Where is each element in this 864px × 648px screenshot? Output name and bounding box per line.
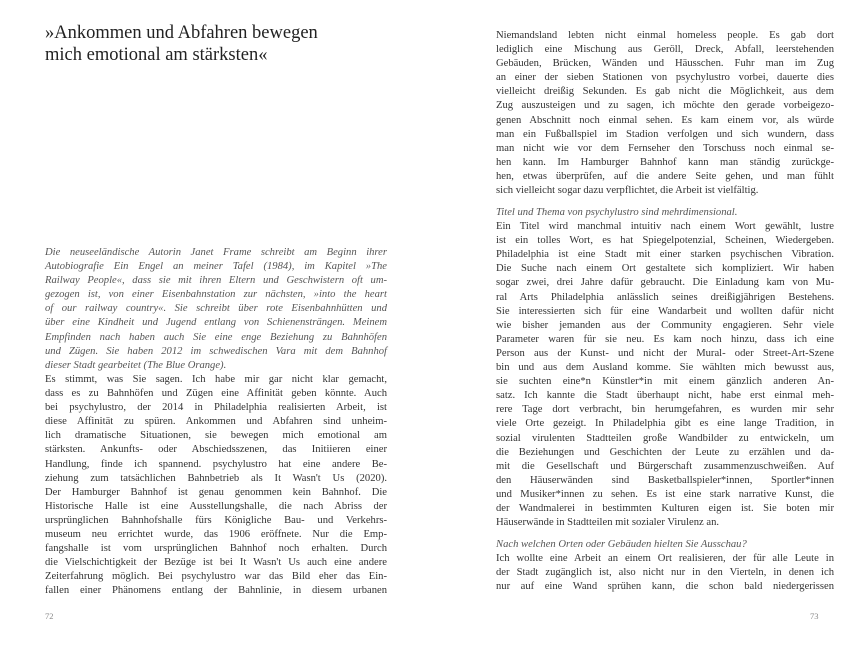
body-line: Handlung, finde ich spannend. psychylustro hat eine andere Be-	[45, 458, 387, 470]
body-line: der Wandmalerei in bestimmten Kulturen eigen ist. Sie boten mir	[496, 502, 834, 514]
answer-body-right-1	[496, 29, 834, 198]
body-line: fangshalle ist vom ursprünglichen Bahnhof noch erhalten. Durch	[45, 543, 387, 555]
body-line: bei psychylustro, der 2014 in Philadelphia realisierten Arbeit, ist	[45, 402, 387, 414]
body-line: die Beziehungen und Geschichten der Leute zu erzählen und da-	[496, 446, 834, 458]
body-line: sich vielleicht sogar dazu verpflichtet, die Arbeit ist vielfältig.	[496, 185, 759, 197]
body-line: sie suchten eine*n Künstler*in mit einem gänzlich anderen An-	[496, 376, 834, 388]
body-line: Die Suche nach einem Ort gestaltete sich kompliziert. Wir haben	[496, 263, 834, 275]
body-line: rere Tage dort verbracht, bin herumgefahren, es wurden mir sehr	[496, 404, 834, 416]
body-line: bin und aus dem Ausland komme. Sie wählten mich bewusst aus,	[496, 362, 834, 374]
intro-question	[45, 246, 387, 373]
intro-line: gezogen ist, von einer Eisenbahnstation zur nächsten, »into the heart	[45, 289, 387, 301]
body-line: Sie interessierten sich für eine Wandarbeit und wollten dafür nicht	[496, 305, 834, 317]
body-line: ist ein tolles Wort, es hat Spiegelpotenzial, Scheinen, Wiedergeben.	[496, 235, 834, 247]
intro-line: dieser Stadt gearbeitet (The Blue Orange).	[45, 359, 227, 371]
body-line: Es stimmt, was Sie sagen. Ich habe mir gar nicht klar gemacht,	[45, 374, 387, 385]
question-block-3	[496, 538, 834, 594]
body-line: die Vielschichtigkeit der Bezüge ist bei It Wasn't Us auch eine andere	[45, 557, 387, 569]
body-line: sozial virulenten Stadtteilen große Wandbilder zu entwickeln, um	[496, 432, 834, 444]
body-line: Niemandsland lebten nicht einmal homeless people. Es gab dort	[496, 30, 834, 41]
body-line: dass es zu Bahnhöfen und Zügen eine Affinität geben könnte. Auch	[45, 388, 387, 400]
intro-line: und Zügen. Sie haben 2012 im schwedischen Vara mit dem Bahnhof	[45, 345, 387, 357]
body-line: lediglich eine Mischung aus Geröll, Dreck, Abfall, leerstehenden	[496, 44, 834, 56]
body-line: museum neu errichtet wurde, das 1906 eröffnete. Nur die Emp-	[45, 529, 387, 541]
body-line: Gebäuden, Brücken, Wänden und Häusschen. Fuhr man im Zug	[496, 58, 834, 70]
body-line: genen Abschnitt noch einmal sehen. Es kam einem vor, als würde	[496, 114, 834, 126]
title-line-1: »Ankommen und Abfahren bewegen	[45, 23, 318, 43]
body-line: diese Affinität zu spüren. Ankommen und Abfahren sind unheim-	[45, 416, 387, 428]
body-line: Parameter waren für sie neu. Es kam noch hinzu, dass ich eine	[496, 333, 834, 345]
intro-line: über eine Kindheit und Jugend entlang von Schienensträngen. Meinem	[45, 317, 387, 329]
title-line-2: mich emotional am stärksten«	[45, 45, 268, 65]
body-line: sogar zwei, drei Jahre dafür gebraucht. Die Einladung kam von Mu-	[496, 277, 834, 289]
body-line: hen, etwas überprüfen, auf die andere Seite gehen, und man fühlt	[496, 170, 834, 182]
body-line: Historische Halle ist eine Ausstellungshalle, die nach Abriss der	[45, 500, 387, 512]
body-line: vielleicht dreißig Sekunden. Es gab nicht die Möglichkeit, aus dem	[496, 86, 834, 98]
body-line: stärksten. Ankunfts- oder Abschiedsszenen, das Initiieren einer	[45, 444, 387, 456]
body-line: fallen einer Phänomens entlang der Bahnlinie, in diesem urbanen	[45, 585, 387, 597]
body-line: nur auf eine Wand sprühen kann, die schon bald niedergerissen	[496, 581, 834, 593]
body-line: ziehung zum tatsächlichen Bahnbetrieb als It Wasn't Us (2020).	[45, 472, 387, 484]
chapter-title	[45, 22, 385, 66]
body-line: ral Arts Philadelphia anlässlich seines dreißigjährigen Bestehens.	[496, 291, 834, 303]
body-line: Häuserwände in Stadtteilen mit sozialer Virulenz an.	[496, 517, 720, 529]
answer-body-left	[45, 373, 387, 599]
body-line: der Stadt zugänglich ist, also nicht nur in den Vierteln, in denen ich	[496, 567, 834, 579]
question-3: Nach welchen Orten oder Gebäuden hielten Sie Ausschau?	[496, 539, 747, 550]
question-block-2	[496, 206, 834, 530]
question-2: Titel und Thema von psychylustro sind mehrdimensional.	[496, 207, 738, 218]
body-line: satz. Ich kannte die Stadt überhaupt nicht, habe erst einmal meh-	[496, 390, 834, 402]
intro-line: Empfinden nach haben auch Sie eine enge Beziehung zu Bahnhöfen	[45, 331, 387, 343]
body-line: ursprünglichen Bahnhofshalle fürs Königliche Bau- und Verkehrs-	[45, 514, 387, 526]
intro-line: Railway People«, dass sie mit ihren Eltern und Geschwistern oft um-	[45, 275, 387, 287]
body-line: Person aus der Kunst- und nicht der Mural- oder Street-Art-Szene	[496, 347, 834, 359]
body-line: hen kann. Im Hamburger Bahnhof kann man ständig zurückge-	[496, 156, 834, 168]
page-number-right: 73	[810, 611, 819, 621]
body-line: wie bisher jemanden aus der Community engagieren. Sehr viele	[496, 319, 834, 331]
intro-line: Autobiografie Ein Engel an meiner Tafel (1984), im Kapitel »The	[45, 261, 387, 273]
body-line: viele Orte gezeigt. In Philadelphia gibt es eine lange Tradition, in	[496, 418, 834, 430]
body-line: Zeiterfahrung möglich. Bei psychylustro war das Bild eher das Ein-	[45, 571, 387, 583]
body-line: und Musiker*innen zu sehen. Es ist eine stark narrative Kunst, die	[496, 488, 834, 500]
intro-line: of our railway country«. Sie schreibt über rote Eisenbahnhütten und	[45, 303, 387, 315]
body-line: den Häuserwänden sind Basketballspieler*innen, Sportler*innen	[496, 474, 834, 486]
body-line: Ich wollte eine Arbeit an einem Ort realisieren, der für alle Leute in	[496, 553, 834, 565]
page-number-left: 72	[45, 611, 54, 621]
body-line: Der Hamburger Bahnhof ist genau genommen kein Bahnhof. Die	[45, 486, 387, 498]
body-line: lich dramatische Situationen, sie bewegen mich emotional am	[45, 430, 387, 442]
body-line: Ein Titel wird manchmal intuitiv nach einem Wort gewählt, lustre	[496, 221, 834, 233]
intro-line: Die neuseeländische Autorin Janet Frame schreibt am Beginn ihrer	[45, 247, 387, 258]
body-line: man ein Fußballspiel im Stadion verfolgen und sich wundern, dass	[496, 128, 834, 140]
body-line: man nicht wie vor dem Fernseher den Torschuss noch einmal se-	[496, 142, 834, 154]
body-line: mit die Gesellschaft und Bürgerschaft zusammenzuschweißen. Auf	[496, 460, 834, 472]
body-line: an einer der sieben Stationen von psychylustro vorbei, dauerte dies	[496, 72, 834, 84]
body-line: Zug auszusteigen und zu sagen, ich möchte den gerade vorbeigezo-	[496, 100, 834, 112]
body-line: Philadelphia ist eine Stadt mit einer starken psychischen Vibration.	[496, 249, 834, 261]
